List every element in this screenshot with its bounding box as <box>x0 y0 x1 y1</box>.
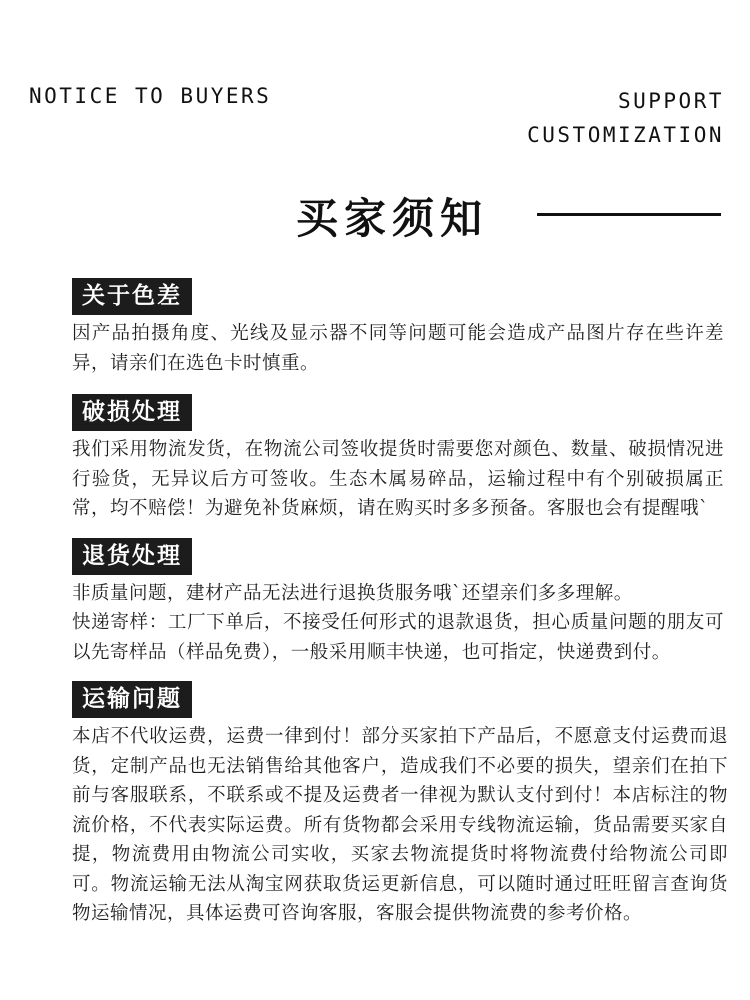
title-divider <box>537 213 721 216</box>
section-paragraph: 因产品拍摄角度、光线及显示器不同等问题可能会造成产品图片存在些许差异，请亲们在选色卡时慎重。 <box>72 323 724 374</box>
section-paragraph: 快递寄样：工厂下单后，不接受任何形式的退款退货，担心质量问题的朋友可以先寄样品（样品免费），一般采用顺丰快递，也可指定，快递费到付。 <box>72 612 724 663</box>
section-paragraph: 非质量问题，建材产品无法进行退换货服务哦`还望亲们多多理解。 <box>72 582 633 604</box>
section-damage-handling <box>0 394 750 524</box>
section-paragraph: 本店不代收运费，运费一律到付！部分买家拍下产品后，不愿意支付运费而退货，定制产品也无法销售给其他客户，造成我们不必要的损失，望亲们在拍下前与客服联系，不联系或不提及运费者一律视为默认支付到付！本店标注的物流价格，不代表实际运费。所有货物都会采用专线物流运输，货品需要买家自提，物流费用由物流公司实收，买家去物流提货时将物流费付给物流公司即可。物流运输无法从淘宝网获取货运更新信息，可以随时通过旺旺留言查询货物运输情况，具体运费可咨询客服，客服会提供物流费的参考价格。 <box>72 726 728 924</box>
header-right-label <box>527 84 724 152</box>
notice-sections <box>0 278 750 939</box>
section-body <box>72 579 724 668</box>
section-color-difference <box>0 278 750 378</box>
section-heading: 运输问题 <box>72 681 192 718</box>
section-heading: 关于色差 <box>72 278 192 315</box>
section-heading: 退货处理 <box>72 538 192 575</box>
section-body <box>72 722 728 929</box>
header-right-line2: CUSTOMIZATION <box>527 123 724 147</box>
header-right-line1: SUPPORT <box>617 89 724 113</box>
section-body <box>72 319 724 378</box>
header-left-label: NOTICE TO BUYERS <box>29 84 272 108</box>
section-body <box>72 435 724 524</box>
section-return-handling <box>0 538 750 668</box>
page-header <box>0 0 750 170</box>
section-heading: 破损处理 <box>72 394 192 431</box>
page-title: 买家须知 <box>296 194 489 243</box>
section-paragraph: 我们采用物流发货，在物流公司签收提货时需要您对颜色、数量、破损情况进行验货，无异议后方可签收。生态木属易碎品，运输过程中有个别破损属正常，均不赔偿！为避免补货麻烦，请在购买时多多预备。客服也会有提醒哦` <box>72 439 724 519</box>
section-shipping-issues <box>0 681 750 929</box>
